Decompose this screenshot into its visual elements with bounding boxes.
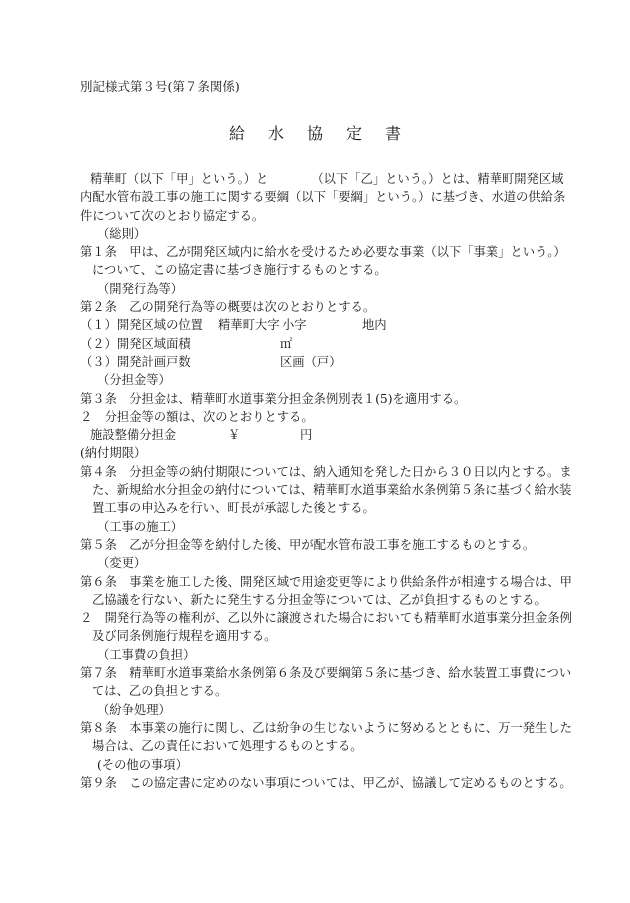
section-heading: （変更）	[97, 556, 147, 571]
article-line: た、新規給水分担金の納付については、精華町水道事業給水条例第５条に基づく給水装	[92, 483, 572, 498]
item-label: （１）開発区域の位置	[80, 318, 203, 333]
section-heading: （工事の施工）	[97, 519, 184, 534]
article-line: ２ 開発行為等の権利が、乙以外に譲渡された場合においても精華町水道事業分担金条例	[80, 611, 572, 626]
section-heading: （分担金等）	[97, 373, 171, 388]
item-units	[80, 353, 550, 371]
article-line: について、この協定書に基づき施行するものとする。	[92, 263, 387, 278]
section-heading: （工事費の負担）	[97, 647, 196, 662]
article-line: 場合は、乙の責任において処理するものとする。	[92, 739, 363, 754]
document-title: 給水協定書	[228, 124, 424, 143]
yen-symbol: ￥	[228, 428, 241, 443]
section-heading: （開発行為等）	[97, 281, 184, 296]
article-line: ２ 分担金等の額は、次のとおりとする。	[80, 409, 314, 424]
item-label: （２）開発区域面積	[80, 336, 191, 351]
yen-unit: 円	[300, 428, 313, 443]
form-number: 別記様式第３号(第７条関係)	[80, 79, 240, 94]
item-field: 小字	[282, 318, 307, 333]
article-line: 第４条 分担金等の納付期限については、納入通知を発した日から３０日以内とする。ま	[80, 464, 572, 479]
article-line: 第６条 事業を施工した後、開発区域で用途変更等により供給条件が相違する場合は、甲	[80, 574, 572, 589]
section-heading: (その他の事項）	[97, 757, 188, 772]
preamble-line: 件について次のとおり協定する。	[80, 208, 265, 223]
section-heading: (納付期限）	[80, 446, 147, 461]
article-line: 第７条 精華町水道事業給水条例第６条及び要綱第５条に基づき、給水装置工事費につい	[80, 666, 572, 681]
item-location	[80, 316, 550, 334]
fee-label: 施設整備分担金	[90, 428, 177, 443]
document-body	[80, 170, 572, 792]
article-line: 第９条 この協定書に定めのない事項については、甲乙が、協議して定めるものとする。	[80, 775, 572, 790]
article-line: 第２条 乙の開発行為等の概要は次のとおりとする。	[80, 300, 376, 315]
section-heading: （紛争処理）	[97, 702, 171, 717]
article-line: 第５条 乙が分担金等を納付した後、甲が配水管布設工事を施工するものとする。	[80, 537, 535, 552]
article-line: 第１条 甲は、乙が開発区域内に給水を受けるため必要な事業（以下「事業」という。）	[80, 245, 566, 260]
item-field: 地内	[362, 318, 387, 333]
article-line: 第３条 分担金は、精華町水道事業分担金条例別表１(5)を適用する。	[80, 391, 467, 406]
item-unit: ㎡	[280, 336, 293, 351]
article-line: 第８条 本事業の施行に関し、乙は紛争の生じないように努めるとともに、万一発生した	[80, 720, 572, 735]
article-line: 乙協議を行ない、新たに発生する分担金等については、乙が負担するものとする。	[92, 592, 547, 607]
article-line: 置工事の申込みを行い、町長が承認した後とする。	[92, 501, 375, 516]
article-line: 及び同条例施行規程を適用する。	[92, 629, 277, 644]
section-heading: （総則）	[97, 226, 147, 241]
item-unit: 区画（戸）	[280, 354, 342, 369]
item-label: （３）開発計画戸数	[80, 354, 191, 369]
item-area	[80, 335, 550, 353]
preamble-line: 精華町（以下「甲」という。）と （以下「乙」という。）とは、精華町開発区域	[90, 172, 564, 186]
preamble-line: 内配水管布設工事の施工に関する要綱（以下「要綱」という。）に基づき、水道の供給条	[80, 190, 566, 205]
item-field: 精華町大字	[218, 318, 280, 333]
fee-line	[80, 426, 550, 444]
article-line: ては、乙の負担とする。	[92, 684, 228, 699]
